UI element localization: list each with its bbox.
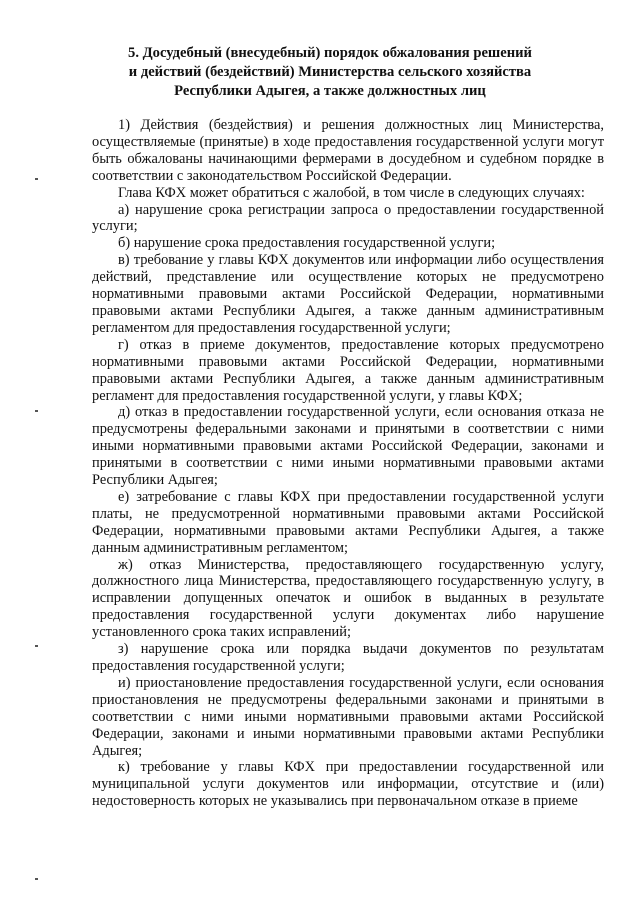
body-text [92, 117, 604, 810]
heading-line: Республики Адыгея, а также должностных лиц [174, 83, 486, 99]
paragraph-intro: Глава КФХ может обратиться с жалобой, в том числе в следующих случаях: [118, 184, 585, 201]
scan-speck [35, 878, 38, 880]
paragraph-item-a: а) нарушение срока регистрации запроса о предоставлении государственной услуги; [92, 201, 604, 235]
paragraph-item-d: д) отказ в предоставлении государственной услуги, если основания отказа не предусмотрены федеральными законами и принятыми в соответствии с ними иными нормативными правовыми актами Российской Федерации, законами и принятыми в соответствии с ними иными нормативными правовыми актами Республики Адыгея; [92, 404, 604, 489]
paragraph-item-zh: ж) отказ Министерства, предоставляющего государственную услугу, должностного лица Министерства, предоставляющего государственную услугу, в исправлении допущенных опечаток и ошибок в выданных в результате предоставления государственной услуги документах либо нарушение установленного срока таких исправлений; [92, 556, 604, 641]
paragraph-item-b: б) нарушение срока предоставления государственной услуги; [118, 235, 496, 252]
paragraph-item-g: г) отказ в приеме документов, предоставление которых предусмотрено нормативными правовыми актами Российской Федерации, нормативными правовыми актами Республики Адыгея, а также данным административным регламент для предоставления государственной услуги, у главы КФХ; [92, 336, 604, 404]
paragraph-item-z: з) нарушение срока или порядка выдачи документов по результатам предоставления государственной услуги; [92, 641, 604, 674]
paragraph-item-k: к) требование у главы КФХ при предоставлении государственной или муниципальной услуги документов или информации, отсутствие и (или) недостоверность которых не указывались при первоначальном отказе в приеме [92, 759, 604, 810]
heading-line: 5. Досудебный (внесудебный) порядок обжалования решений [128, 45, 532, 61]
paragraph-item-1: 1) Действия (бездействия) и решения должностных лиц Министерства, осуществляемые (принятые) в ходе предоставления государственной услуги могут быть обжалованы начинающими фермерами в досудебном и судебном порядке в соответствии с законодательством Российской Федерации. [92, 117, 604, 184]
heading-line: и действий (бездействий) Министерства сельского хозяйства [128, 64, 532, 80]
scan-speck [35, 178, 38, 180]
paragraph-item-v: в) требование у главы КФХ документов или информации либо осуществления действий, представление или осуществление которых не предусмотрено нормативными правовыми актами Российской Федерации, нормативными правовыми актами Республики Адыгея, а также данным административным регламентом для предоставления государственной услуги; [92, 252, 604, 336]
paragraph-item-e: е) затребование с главы КФХ при предоставлении государственной услуги платы, не предусмотренной нормативными правовыми актами Российской Федерации, нормативными правовыми актами Республики Адыгея, а также данным административным регламентом; [92, 488, 604, 556]
section-heading [80, 44, 580, 101]
scan-speck [35, 410, 38, 412]
paragraph-item-i: и) приостановление предоставления государственной услуги, если основания приостановления не предусмотрены федеральными законами и принятыми в соответствии с ними иными нормативными правовыми актами Российской Федерации, законами и иными нормативными правовыми актами Республики Адыгея; [92, 674, 604, 759]
scan-speck [35, 645, 38, 647]
